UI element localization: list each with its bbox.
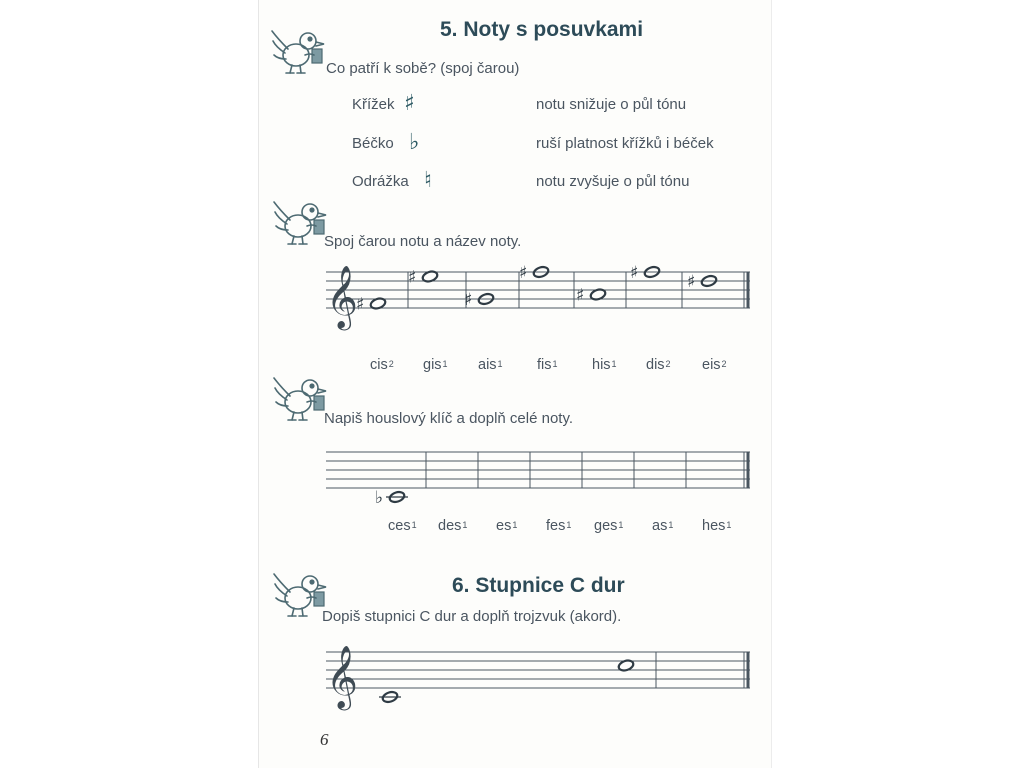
sharp-icon: ♯ xyxy=(576,285,585,306)
note-label: ais$^1$ xyxy=(478,357,503,373)
note-label: dis$^2$ xyxy=(646,357,671,373)
sharp-icon: ♯ xyxy=(464,290,473,310)
section-5-title: 5. Noty s posuvkami xyxy=(440,18,644,41)
match-left-label: Béčko xyxy=(352,135,394,152)
flat-icon: ♭ xyxy=(375,488,384,508)
task1-instruction: Co patří k sobě? (spoj čarou) xyxy=(326,60,520,77)
whole-note xyxy=(630,263,661,283)
match-left-label: Křížek xyxy=(352,96,395,113)
natural-icon: ♮ xyxy=(424,168,432,193)
note-label: fes$^1$ xyxy=(546,518,572,534)
note-label: $as^1$ xyxy=(652,518,674,534)
page-number: 6 xyxy=(320,730,329,749)
staff-3-notes xyxy=(379,659,635,704)
match-left-label: Odrážka xyxy=(352,173,409,190)
whole-note xyxy=(379,690,401,703)
sharp-icon: ♯ xyxy=(630,263,639,283)
note-label: fis$^1$ xyxy=(537,357,558,373)
whole-note xyxy=(687,272,718,292)
note-label: his$^1$ xyxy=(592,357,617,373)
note-label: gis$^1$ xyxy=(423,357,448,373)
whole-note xyxy=(375,488,408,508)
note-label: des$^1$ xyxy=(438,518,468,534)
whole-note xyxy=(408,268,439,288)
section-6-title: 6. Stupnice C dur xyxy=(452,574,625,597)
whole-note xyxy=(576,286,607,306)
treble-clef-icon: 𝄞 xyxy=(326,265,358,328)
match-right-text: notu zvyšuje o půl tónu xyxy=(536,173,690,190)
sharp-icon: ♯ xyxy=(356,294,365,315)
staff-2 xyxy=(326,452,750,488)
flat-icon: ♭ xyxy=(409,130,420,155)
staff-2-notes xyxy=(375,488,408,508)
note-label: ces$^1$ xyxy=(388,518,417,534)
note-label: ges$^1$ xyxy=(594,518,624,534)
section6-instruction: Dopiš stupnici C dur a doplň trojzvuk (akord). xyxy=(322,608,622,625)
task2-instruction: Spoj čarou notu a název noty. xyxy=(324,233,522,250)
treble-clef-icon: 𝄞 xyxy=(326,645,358,708)
staff-1-notes xyxy=(356,263,718,315)
note-label: cis$^2$ xyxy=(370,357,394,373)
note-label: eis$^2$ xyxy=(702,357,727,373)
staff-3 xyxy=(326,652,750,688)
sharp-icon: ♯ xyxy=(404,91,415,116)
sharp-icon: ♯ xyxy=(687,272,696,292)
note-label: $es^1$ xyxy=(496,518,518,534)
whole-note xyxy=(464,290,495,310)
match-right-text: notu snižuje o půl tónu xyxy=(536,96,687,113)
whole-note xyxy=(519,263,550,283)
sharp-icon: ♯ xyxy=(408,267,417,288)
task3-instruction: Napiš houslový klíč a doplň celé noty. xyxy=(324,410,574,427)
match-right-text: ruší platnost křížků i béček xyxy=(536,135,714,152)
sharp-icon: ♯ xyxy=(519,263,528,283)
whole-note xyxy=(356,295,387,315)
note-label: hes$^1$ xyxy=(702,518,732,534)
